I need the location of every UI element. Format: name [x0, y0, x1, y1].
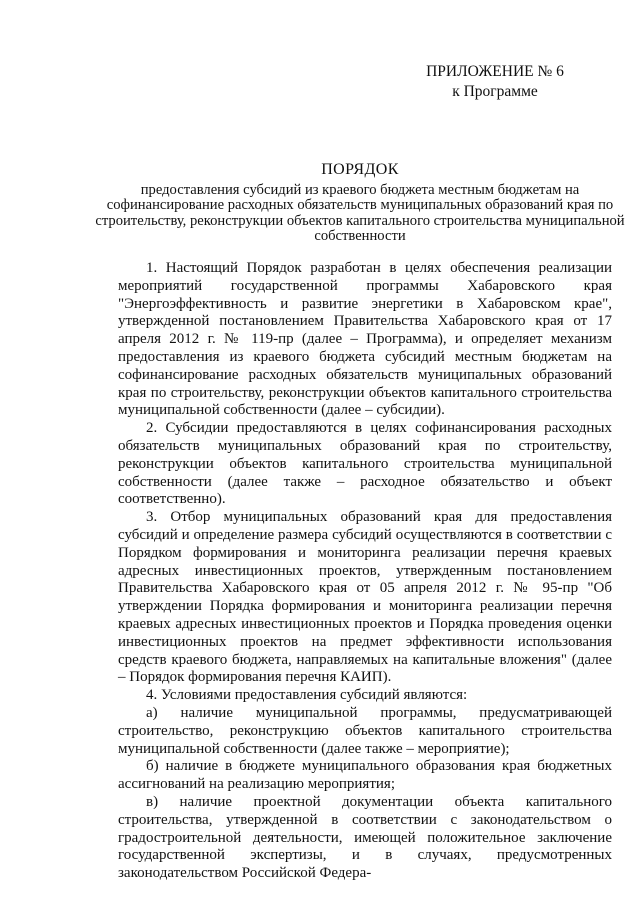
- appendix-header: [380, 62, 610, 102]
- paragraph: а) наличие муниципальной программы, предусматривающей строительство, реконструкцию объектов капитального строительства муниципальной собственности (далее также – мероприятие);: [118, 704, 612, 757]
- appendix-sub: к Программе: [452, 83, 538, 100]
- paragraph: 3. Отбор муниципальных образований края для предоставления субсидий и определение размера субсидий осуществляются в соответствии с Порядком формирования и мониторинга реализации перечня краевых адресных инвестиционных проектов, утвержденным постановлением Правительства Хабаровского края от 05 апреля 2012 г. № 95-пр "Об утверждении Порядка формирования и мониторинга реализации перечня краевых адресных инвестиционных проектов и Порядка проведения оценки инвестиционных проектов на предмет эффективности использования средств краевого бюджета, направляемых на капитальные вложения" (далее – Порядок формирования перечня КАИП).: [118, 509, 612, 686]
- paragraph: б) наличие в бюджете муниципального образования края бюджетных ассигнований на реализацию мероприятия;: [118, 758, 612, 793]
- paragraph: 1. Настоящий Порядок разработан в целях обеспечения реализации мероприятий государственной программы Хабаровского края "Энергоэффективность и развитие энергетики в Хабаровском крае", утвержденной постановлением Правительства Хабаровского края от 17 апреля 2012 г. № 119-пр (далее – Программа), и определяет механизм предоставления из краевого бюджета субсидий местным бюджетам на софинансирование расходных обязательств муниципальных образований края по строительству, реконструкции объектов капитального строительства муниципальной собственности (далее – субсидии).: [118, 260, 612, 419]
- paragraph: 4. Условиями предоставления субсидий являются:: [146, 687, 468, 704]
- document-title: ПОРЯДОК: [321, 161, 399, 178]
- paragraph: в) наличие проектной документации объекта капитального строительства, утвержденной в соответствии с законодательством о градостроительной деятельности, имеющей положительное заключение государственной экспертизы, и в случаях, предусмотренных законодательством Российской Федера-: [118, 793, 612, 882]
- document-body: [118, 260, 612, 883]
- document-subtitle: предоставления субсидий из краевого бюджета местным бюджетам на софинансирование расходных обязательств муниципальных образований края по строительству, реконструкции объектов капитального строительства муниципальной собственности: [95, 182, 625, 244]
- paragraph: 2. Субсидии предоставляются в целях софинансирования расходных обязательств муниципальных образований края по строительству, реконструкции объектов капитального строительства муниципальной собственности (далее также – расходное обязательство и объект соответственно).: [118, 420, 612, 508]
- appendix-label: ПРИЛОЖЕНИЕ № 6: [426, 63, 564, 80]
